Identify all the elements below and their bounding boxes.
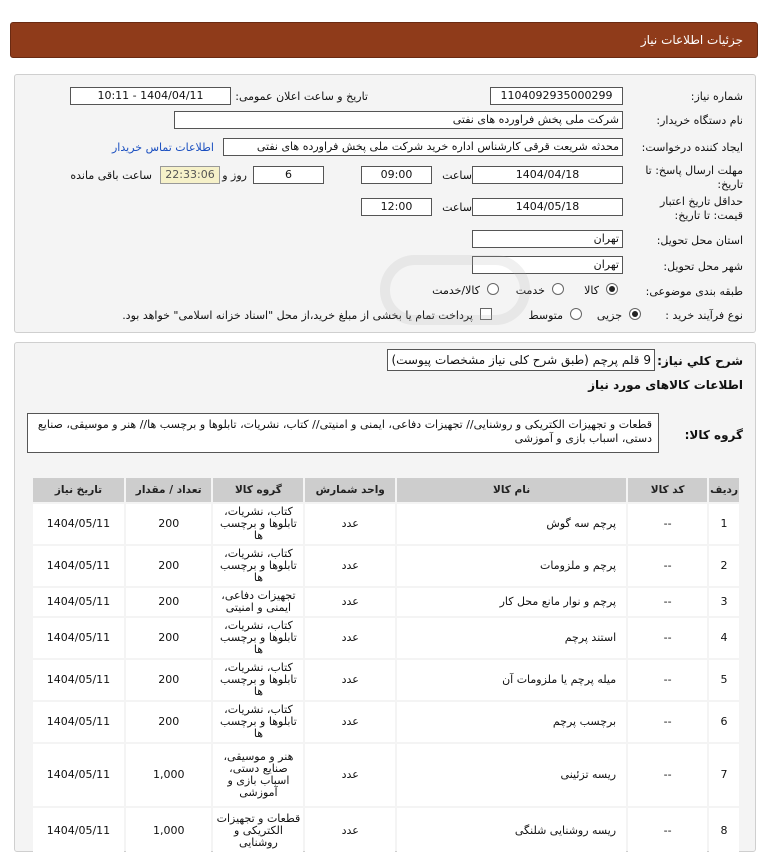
goods-quantity: 200: [126, 660, 212, 700]
need-date: 1404/05/11: [33, 702, 124, 742]
requester-field: محدثه شریعت قرقی کارشناس اداره خرید شرکت ملی پخش فراورده های نفتی: [223, 138, 623, 156]
goods-code: --: [628, 504, 707, 544]
process-radio-minor[interactable]: [629, 308, 641, 320]
deadline-date-field: 1404/04/18: [472, 166, 623, 184]
deadline-time-field: 09:00: [361, 166, 432, 184]
goods-group-field: قطعات و تجهیزات الکتریکی و روشنایی// تجهیزات دفاعی، ایمنی و امنیتی// کتاب، نشریات، تابلوها و برچسب ها// هنر و موسیقی، صنایع دستی، اسباب بازی و آموزشی: [27, 413, 659, 453]
need-number-field: 1104092935000299: [490, 87, 623, 105]
days-label: روز و: [222, 169, 247, 182]
goods-quantity: 200: [126, 546, 212, 586]
need-number-label: شماره نیاز:: [690, 90, 743, 103]
city-field: تهران: [472, 256, 623, 274]
validity-date-field: 1404/05/18: [472, 198, 623, 216]
table-row: [33, 702, 739, 742]
need-date: 1404/05/11: [33, 744, 124, 806]
goods-code: --: [628, 660, 707, 700]
deadline-label: مهلت ارسال پاسخ: تا: [645, 164, 743, 177]
page-title: جزئیات اطلاعات نیاز: [640, 33, 743, 47]
goods-unit: عدد: [305, 660, 395, 700]
summary-label: شرح كلي نياز:: [657, 354, 743, 368]
buyer-contact-link[interactable]: اطلاعات تماس خریدار: [112, 141, 214, 154]
province-field: تهران: [472, 230, 623, 248]
goods-quantity: 200: [126, 588, 212, 616]
remaining-time-field: 22:33:06: [160, 166, 220, 184]
goods-quantity: 200: [126, 504, 212, 544]
goods-code: --: [628, 744, 707, 806]
goods-quantity: 200: [126, 702, 212, 742]
goods-name: پرچم و ملزومات: [397, 546, 626, 586]
goods-unit: عدد: [305, 546, 395, 586]
col-row-number: ردیف: [709, 478, 739, 502]
requester-label: ایجاد کننده درخواست:: [641, 141, 743, 154]
goods-name: پرچم و نوار مانع محل کار: [397, 588, 626, 616]
process-radio-medium[interactable]: [570, 308, 582, 320]
row-number: 6: [709, 702, 739, 742]
goods-group: کتاب، نشریات، تابلوها و برچسب ها: [213, 504, 303, 544]
deadline-time-label: ساعت: [442, 169, 472, 182]
treasury-payment-note: پرداخت تمام یا بخشی از مبلغ خرید،از محل "اسناد خزانه اسلامی" خواهد بود.: [122, 309, 473, 322]
treasury-payment-checkbox[interactable]: [480, 308, 492, 320]
goods-group: تجهیزات دفاعی، ایمنی و امنیتی: [213, 588, 303, 616]
need-info-panel: [14, 74, 756, 333]
table-row: [33, 546, 739, 586]
process-option-minor: جزیی: [596, 309, 622, 322]
goods-info-heading: اطلاعات کالاهای مورد نیاز: [588, 378, 743, 392]
goods-group: قطعات و تجهیزات الکتریکی و روشنایی: [213, 808, 303, 854]
col-need-date: تاریخ نیاز: [33, 478, 124, 502]
category-radio-service[interactable]: [552, 283, 564, 295]
buyer-field: شرکت ملی پخش فراورده های نفتی: [174, 111, 623, 129]
goods-unit: عدد: [305, 504, 395, 544]
goods-unit: عدد: [305, 588, 395, 616]
goods-name: استند پرچم: [397, 618, 626, 658]
remaining-label: ساعت باقی مانده: [70, 169, 152, 182]
goods-code: --: [628, 546, 707, 586]
goods-unit: عدد: [305, 744, 395, 806]
category-option-goods: کالا: [584, 284, 599, 297]
need-date: 1404/05/11: [33, 504, 124, 544]
col-goods-group: گروه کالا: [213, 478, 303, 502]
goods-group: کتاب، نشریات، تابلوها و برچسب ها: [213, 618, 303, 658]
process-option-medium: متوسط: [528, 309, 563, 322]
goods-code: --: [628, 588, 707, 616]
goods-unit: عدد: [305, 618, 395, 658]
goods-name: میله پرچم یا ملزومات آن: [397, 660, 626, 700]
deadline-label-2: تاریخ:: [717, 178, 743, 191]
page-header: [10, 22, 758, 58]
need-date: 1404/05/11: [33, 588, 124, 616]
row-number: 1: [709, 504, 739, 544]
announce-field: 1404/04/11 - 10:11: [70, 87, 231, 105]
need-date: 1404/05/11: [33, 546, 124, 586]
goods-quantity: 1,000: [126, 808, 212, 854]
goods-table: [31, 476, 741, 856]
need-date: 1404/05/11: [33, 660, 124, 700]
row-number: 7: [709, 744, 739, 806]
province-label: استان محل تحویل:: [656, 234, 743, 247]
table-row: [33, 618, 739, 658]
table-row: [33, 808, 739, 854]
category-option-goods-service: کالا/خدمت: [432, 284, 480, 297]
table-row: [33, 588, 739, 616]
goods-code: --: [628, 618, 707, 658]
validity-time-label: ساعت: [442, 201, 472, 214]
goods-code: --: [628, 808, 707, 854]
goods-group-label: گروه کالا:: [684, 428, 743, 442]
process-label: نوع فرآیند خرید :: [665, 309, 743, 322]
table-row: [33, 504, 739, 544]
goods-group: کتاب، نشریات، تابلوها و برچسب ها: [213, 546, 303, 586]
announce-label: تاریخ و ساعت اعلان عمومی:: [235, 90, 368, 103]
validity-time-field: 12:00: [361, 198, 432, 216]
goods-name: برچسب پرچم: [397, 702, 626, 742]
category-radio-goods-service[interactable]: [487, 283, 499, 295]
row-number: 2: [709, 546, 739, 586]
goods-code: --: [628, 702, 707, 742]
table-row: [33, 744, 739, 806]
category-option-service: خدمت: [515, 284, 545, 297]
row-number: 4: [709, 618, 739, 658]
category-radio-goods[interactable]: [606, 283, 618, 295]
table-row: [33, 660, 739, 700]
goods-name: ریسه روشنایی شلنگی: [397, 808, 626, 854]
goods-quantity: 200: [126, 618, 212, 658]
city-label: شهر محل تحویل:: [663, 260, 743, 273]
col-goods-name: نام کالا: [397, 478, 626, 502]
goods-group: هنر و موسیقی، صنایع دستی، اسباب بازی و آموزشی: [213, 744, 303, 806]
need-date: 1404/05/11: [33, 618, 124, 658]
goods-name: پرچم سه گوش: [397, 504, 626, 544]
buyer-label: نام دستگاه خریدار:: [656, 114, 743, 127]
need-date: 1404/05/11: [33, 808, 124, 854]
days-field: 6: [253, 166, 324, 184]
goods-unit: عدد: [305, 702, 395, 742]
goods-quantity: 1,000: [126, 744, 212, 806]
col-quantity: تعداد / مقدار: [126, 478, 212, 502]
category-label: طبقه بندی موضوعی:: [645, 285, 743, 298]
col-goods-code: کد کالا: [628, 478, 707, 502]
goods-group: کتاب، نشریات، تابلوها و برچسب ها: [213, 660, 303, 700]
goods-table-header: [33, 478, 739, 502]
need-details-panel: [14, 342, 756, 852]
validity-label: حداقل تاریخ اعتبار: [659, 195, 743, 208]
col-unit: واحد شمارش: [305, 478, 395, 502]
summary-field: 9 قلم پرچم (طبق شرح کلی نیاز مشخصات پیوست): [387, 349, 655, 371]
goods-name: ریسه تزئینی: [397, 744, 626, 806]
row-number: 3: [709, 588, 739, 616]
validity-label-2: قیمت: تا تاریخ:: [674, 209, 743, 222]
row-number: 8: [709, 808, 739, 854]
goods-group: کتاب، نشریات، تابلوها و برچسب ها: [213, 702, 303, 742]
goods-unit: عدد: [305, 808, 395, 854]
row-number: 5: [709, 660, 739, 700]
